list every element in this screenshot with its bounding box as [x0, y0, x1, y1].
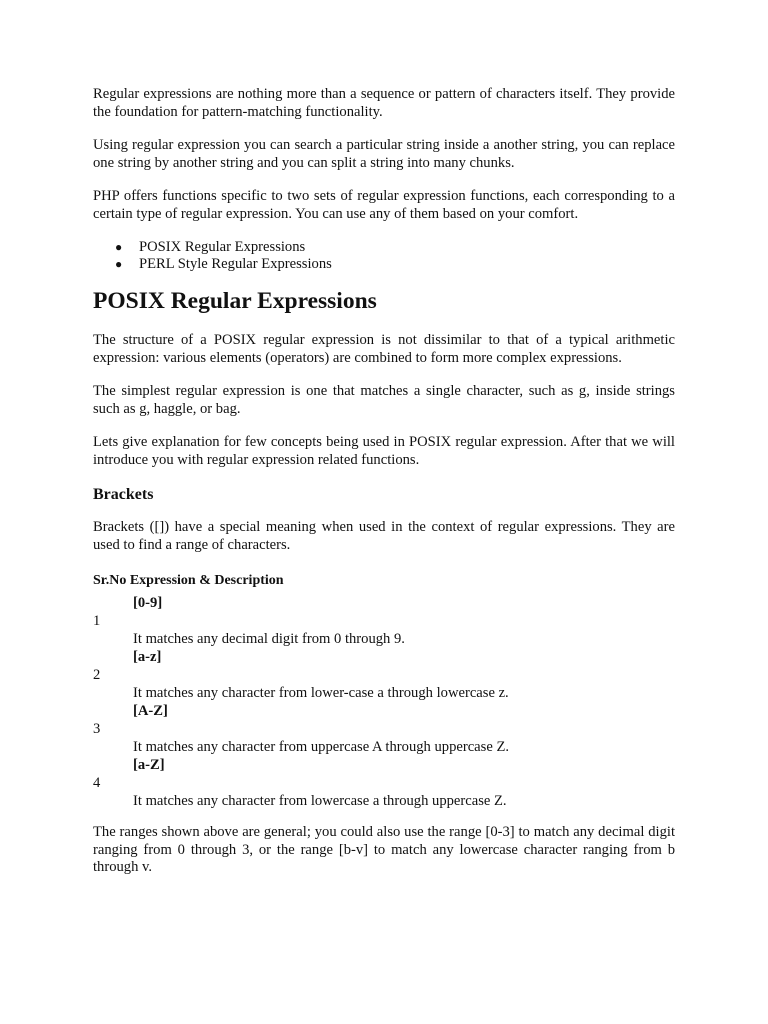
- row-number: 4: [93, 775, 101, 791]
- table-row: [93, 648, 675, 702]
- intro-paragraph-3: PHP offers functions specific to two sets of regular expression functions, each corresponding to a certain type of regular expression. You can use any of them based on your comfort.: [93, 188, 675, 222]
- list-item: [93, 256, 675, 273]
- bullet-icon: ●: [115, 240, 123, 254]
- intro-paragraph-2: Using regular expression you can search a particular string inside a another string, you can replace one string by another string and you can split a string into many chunks.: [93, 137, 675, 171]
- row-description: It matches any decimal digit from 0 through 9.: [133, 631, 405, 647]
- table-row: [93, 756, 675, 810]
- table-header: Sr.No Expression & Description: [93, 573, 284, 588]
- section-heading: POSIX Regular Expressions: [93, 288, 377, 314]
- brackets-paragraph: Brackets ([]) have a special meaning when used in the context of regular expressions. They are used to find a range of characters.: [93, 519, 675, 553]
- row-number: 3: [93, 721, 101, 737]
- row-expression: [a-Z]: [133, 757, 165, 773]
- intro-paragraph-1: Regular expressions are nothing more than a sequence or pattern of characters itself. They provide the foundation for pattern-matching functionality.: [93, 86, 675, 120]
- row-description: It matches any character from lower-case a through lowercase z.: [133, 685, 509, 701]
- ranges-paragraph: The ranges shown above are general; you could also use the range [0-3] to match any decimal digit ranging from 0 through 3, or the range [b-v] to match any lowercase character ranging from b through v.: [93, 824, 675, 875]
- posix-paragraph-1: The structure of a POSIX regular expression is not dissimilar to that of a typical arithmetic expression: various elements (operators) are combined to form more complex expressions.: [93, 332, 675, 366]
- row-expression: [A-Z]: [133, 703, 168, 719]
- expression-table: [93, 572, 675, 810]
- posix-paragraph-3: Lets give explanation for few concepts being used in POSIX regular expression. After that we will introduce you with regular expression related functions.: [93, 434, 675, 468]
- table-row: [93, 702, 675, 756]
- list-item-text: PERL Style Regular Expressions: [139, 256, 332, 272]
- expression-types-list: [93, 239, 675, 273]
- page-content: [93, 86, 675, 877]
- row-description: It matches any character from uppercase A through uppercase Z.: [133, 739, 510, 755]
- row-description: It matches any character from lowercase a through uppercase Z.: [133, 793, 507, 809]
- row-number: 1: [93, 613, 101, 629]
- subsection-heading: Brackets: [93, 486, 154, 503]
- table-row: [93, 594, 675, 648]
- list-item-text: POSIX Regular Expressions: [139, 239, 306, 255]
- posix-paragraph-2: The simplest regular expression is one that matches a single character, such as g, inside strings such as g, haggle, or bag.: [93, 383, 675, 417]
- row-expression: [0-9]: [133, 595, 163, 611]
- row-expression: [a-z]: [133, 649, 162, 665]
- row-number: 2: [93, 667, 101, 683]
- bullet-icon: ●: [115, 257, 123, 271]
- list-item: [93, 239, 675, 256]
